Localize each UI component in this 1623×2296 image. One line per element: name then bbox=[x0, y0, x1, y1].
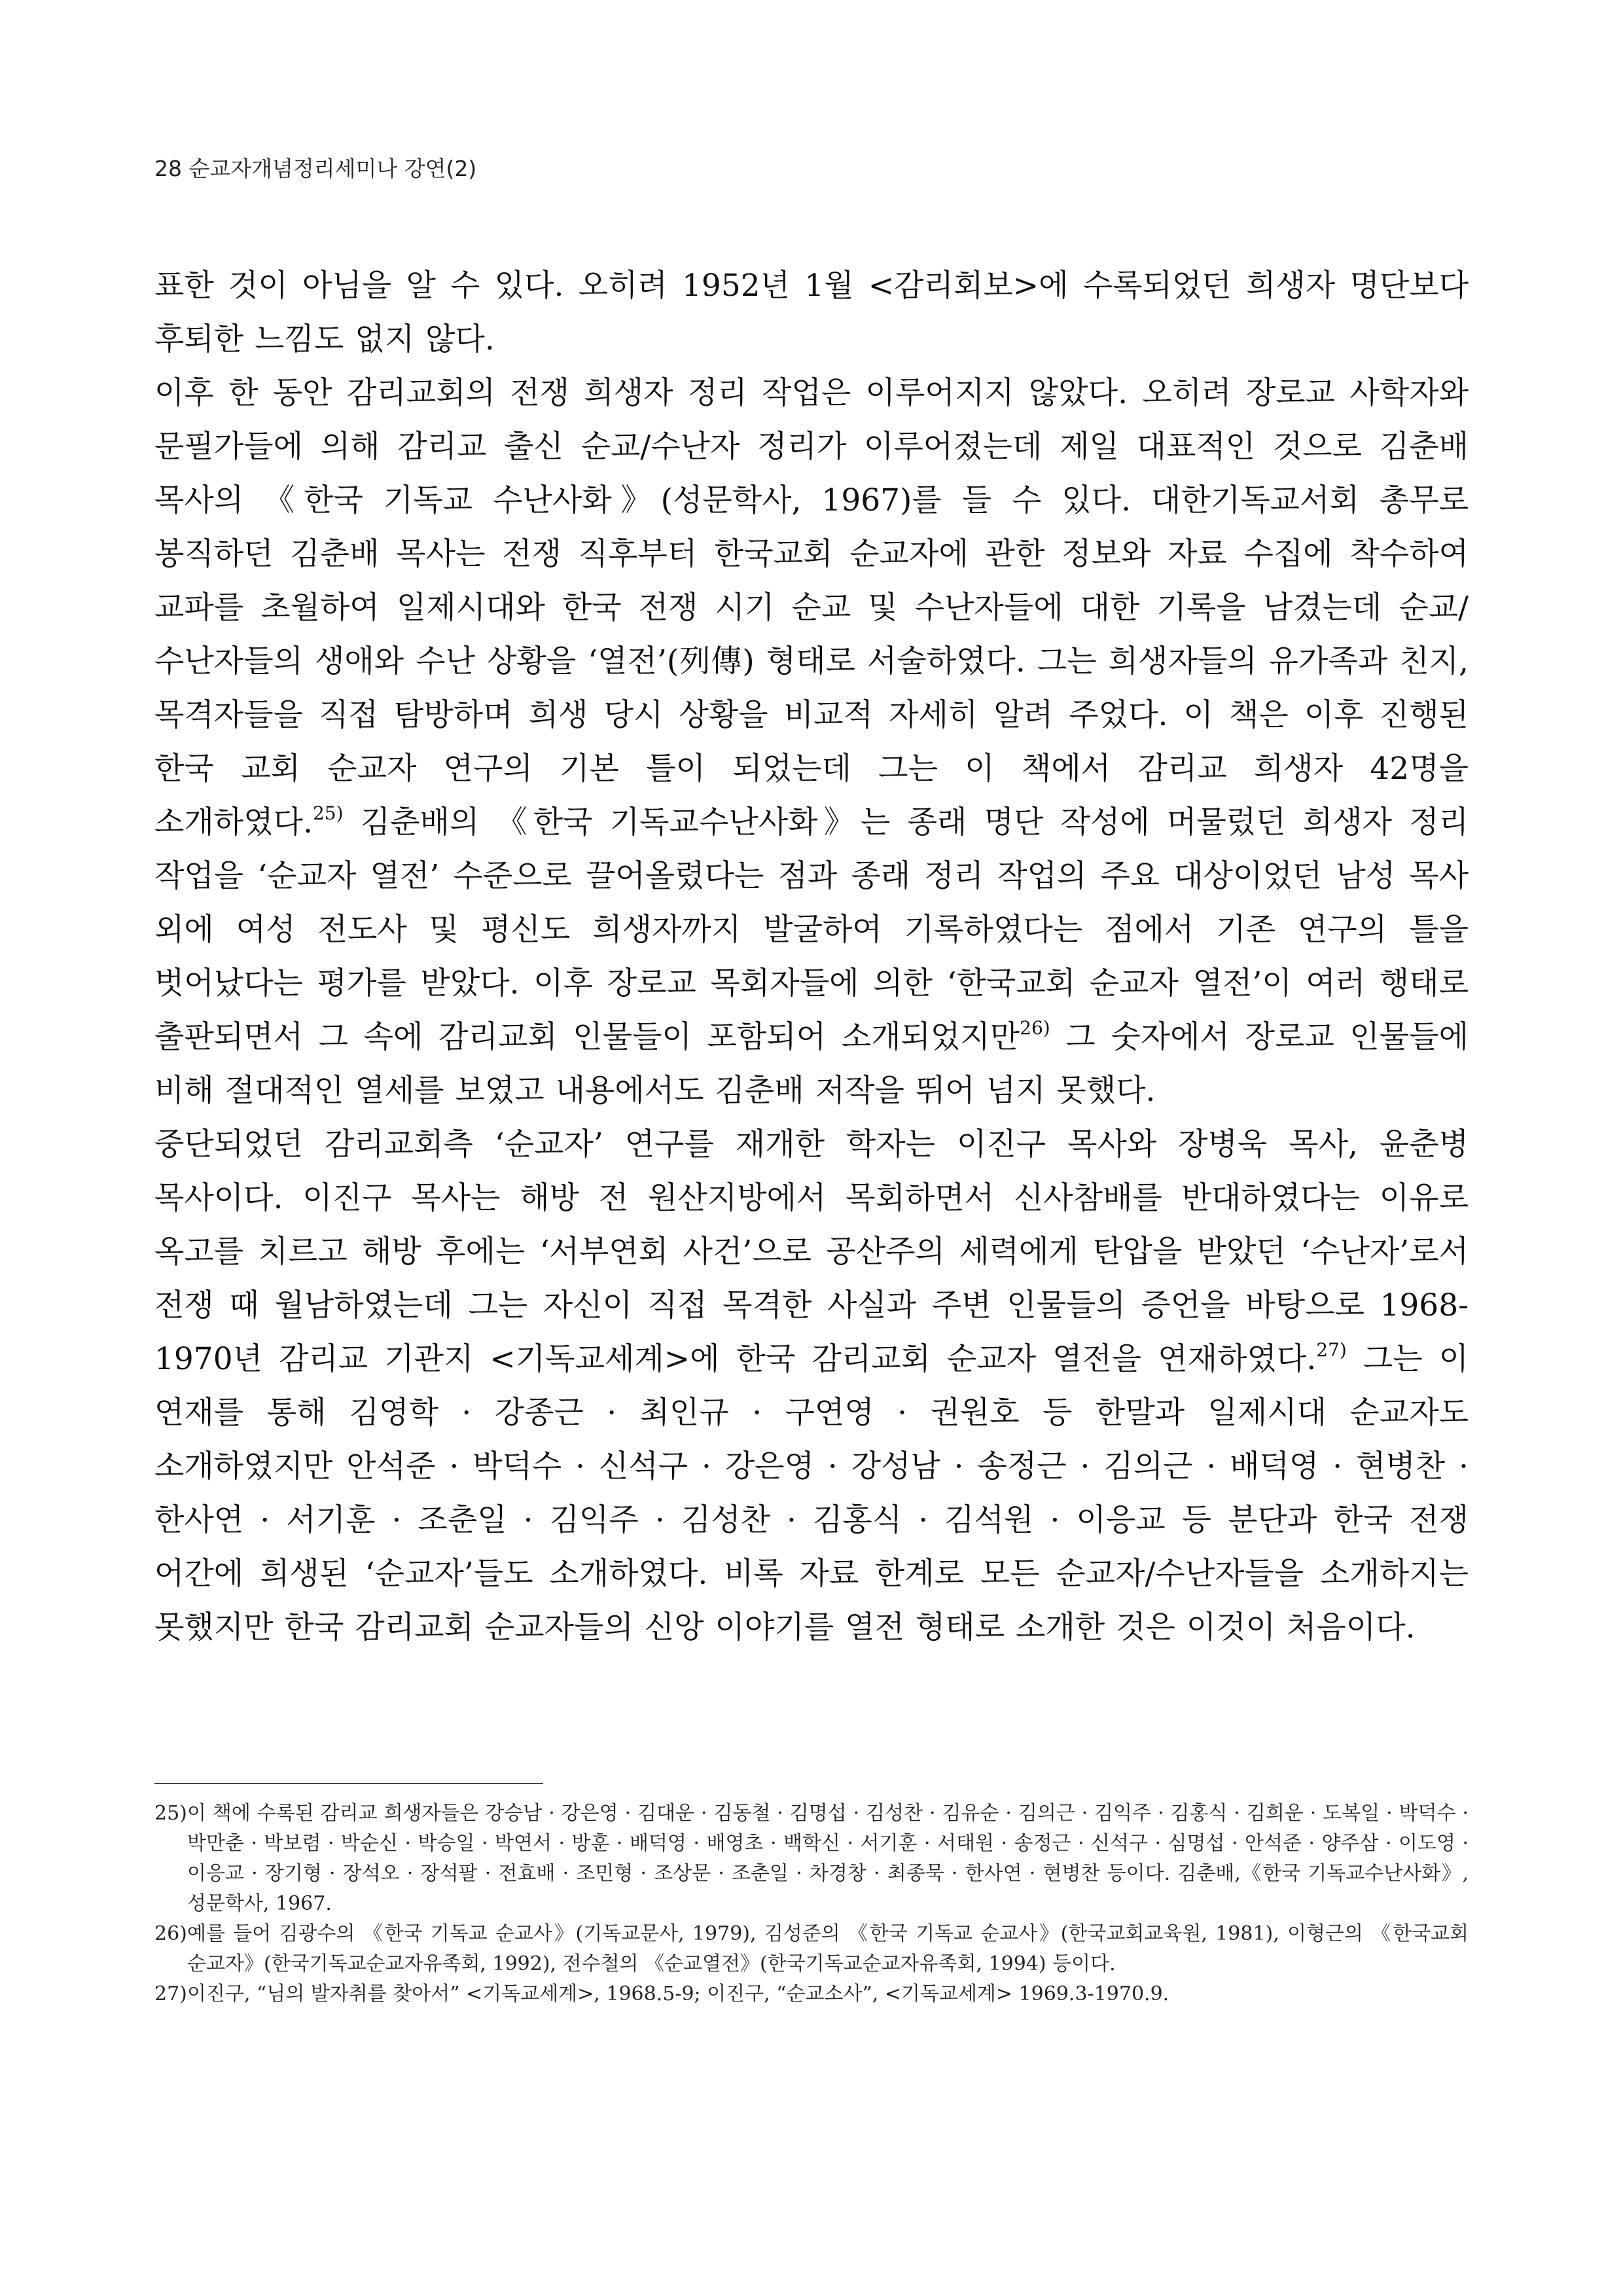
footnote-number: 26) bbox=[154, 1922, 187, 1945]
footnote-25 bbox=[154, 1799, 1469, 1919]
footnotes bbox=[154, 1799, 1469, 2009]
paragraph-2 bbox=[154, 367, 1469, 1118]
footnote-ref-25[interactable]: 25) bbox=[312, 802, 344, 824]
paragraph-1 bbox=[154, 259, 1469, 367]
paragraph-1-text: 표한 것이 아님을 알 수 있다. 오히려 1952년 1월 <감리회보>에 수록되었던 희생자 명단보다 후퇴한 느낌도 없지 않다. bbox=[154, 268, 1469, 357]
paragraph-3 bbox=[154, 1118, 1469, 1655]
paragraph-2-text-a: 이후 한 동안 감리교회의 전쟁 희생자 정리 작업은 이루어지지 않았다. 오히려 장로교 사학자와 문필가들에 의해 감리교 출신 순교/수난자 정리가 이루어졌는데 제일 대표적인 것으로 김춘배 목사의 《한국 기독교 수난사화》(성문학사, 1967)를 들 수 있다. 대한기독교서회 총무로 봉직하던 김춘배 목사는 전쟁 직후부터 한국교회 순교자에 관한 정보와 자료 수집에 착수하여 교파를 초월하여 일제시대와 한국 전쟁 시기 순교 및 수난자들에 대한 기록을 남겼는데 순교/수난자들의 생애와 수난 상황을 ‘열전’(列傳) 형태로 서술하였다. 그는 희생자들의 유가족과 친지, 목격자들을 직접 탐방하며 희생 당시 상황을 비교적 자세히 알려 주었다. 이 책은 이후 진행된 한국 교회 순교자 연구의 기본 틀이 되었는데 그는 이 책에서 감리교 희생자 42명을 소개하였다. bbox=[154, 375, 1469, 840]
paragraph-2-text-b: 김춘배의 《한국 기독교수난사화》는 종래 명단 작성에 머물렀던 희생자 정리 작업을 ‘순교자 열전’ 수준으로 끌어올렸다는 점과 종래 정리 작업의 주요 대상이었던 남성 목사 외에 여성 전도사 및 평신도 희생자까지 발굴하여 기록하였다는 점에서 기존 연구의 틀을 벗어났다는 평가를 받았다. 이후 장로교 목회자들에 의한 ‘한국교회 순교자 열전’이 여러 행태로 출판되면서 그 속에 감리교회 인물들이 포함되어 소개되었지만 bbox=[154, 804, 1469, 1055]
footnote-26 bbox=[154, 1919, 1469, 1979]
footnote-text: 이진구, “님의 발자취를 찾아서” <기독교세계>, 1968.5-9; 이진구, “순교소사”, <기독교세계> 1969.3-1970.9. bbox=[187, 1982, 1169, 2005]
paragraph-2-text-c: 그 숫자에서 장로교 인물들에 비해 절대적인 열세를 보였고 내용에서도 김춘배 저작을 뛰어 넘지 못했다. bbox=[154, 1019, 1469, 1109]
footnote-27 bbox=[154, 1979, 1469, 2009]
footnote-number: 25) bbox=[154, 1802, 187, 1825]
footnote-number: 27) bbox=[154, 1982, 187, 2005]
running-head: 28 순교자개념정리세미나 강연(2) bbox=[154, 156, 477, 181]
footnote-text: 이 책에 수록된 감리교 희생자들은 강승남 · 강은영 · 김대운 · 김동철 · 김명섭 · 김성찬 · 김유순 · 김의근 · 김익주 · 김홍식 · 김희운 · 도복일 · 박덕수 · 박만춘 · 박보렴 · 박순신 · 박승일 · 박연서 · 방훈 · 배덕영 · 배영초 · 백학신 · 서기훈 · 서태원 · 송정근 · 신석구 · 심명섭 · 안석준 · 양주삼 · 이도영 · 이응교 · 장기형 · 장석오 · 장석팔 · 전효배 · 조민형 · 조상문 · 조춘일 · 차경창 · 최종묵 · 한사연 · 현병찬 등이다. 김춘배,《한국 기독교수난사화》, 성문학사, 1967. bbox=[187, 1802, 1469, 1915]
paragraph-3-text-a: 중단되었던 감리교회측 ‘순교자’ 연구를 재개한 학자는 이진구 목사와 장병욱 목사, 윤춘병 목사이다. 이진구 목사는 해방 전 원산지방에서 목회하면서 신사참배를 반대하였다는 이유로 옥고를 치르고 해방 후에는 ‘서부연회 사건’으로 공산주의 세력에게 탄압을 받았던 ‘수난자’로서 전쟁 때 월남하였는데 그는 자신이 직접 목격한 사실과 주변 인물들의 증언을 바탕으로 1968-1970년 감리교 기관지 <기독교세계>에 한국 감리교회 순교자 열전을 연재하였다. bbox=[154, 1126, 1469, 1377]
footnote-text: 예를 들어 김광수의 《한국 기독교 순교사》(기독교문사, 1979), 김성준의 《한국 기독교 순교사》(한국교회교육원, 1981), 이형근의 《한국교회 순교자》(한국기독교순교자유족회, 1992), 전수철의 《순교열전》(한국기독교순교자유족회, 1994) 등이다. bbox=[187, 1922, 1469, 1975]
body-text bbox=[154, 259, 1469, 1655]
footnote-ref-27[interactable]: 27) bbox=[1316, 1339, 1347, 1361]
footnote-divider bbox=[154, 1783, 543, 1784]
footnote-ref-26[interactable]: 26) bbox=[1020, 1017, 1050, 1039]
paragraph-3-text-b: 그는 이 연재를 통해 김영학 · 강종근 · 최인규 · 구연영 · 권원호 등 한말과 일제시대 순교자도 소개하였지만 안석준 · 박덕수 · 신석구 · 강은영 · 강성남 · 송정근 · 김의근 · 배덕영 · 현병찬 · 한사연 · 서기훈 · 조춘일 · 김익주 · 김성찬 · 김홍식 · 김석원 · 이응교 등 분단과 한국 전쟁 어간에 희생된 ‘순교자’들도 소개하였다. 비록 자료 한계로 모든 순교자/수난자들을 소개하지는 못했지만 한국 감리교회 순교자들의 신앙 이야기를 열전 형태로 소개한 것은 이것이 처음이다. bbox=[154, 1341, 1469, 1645]
